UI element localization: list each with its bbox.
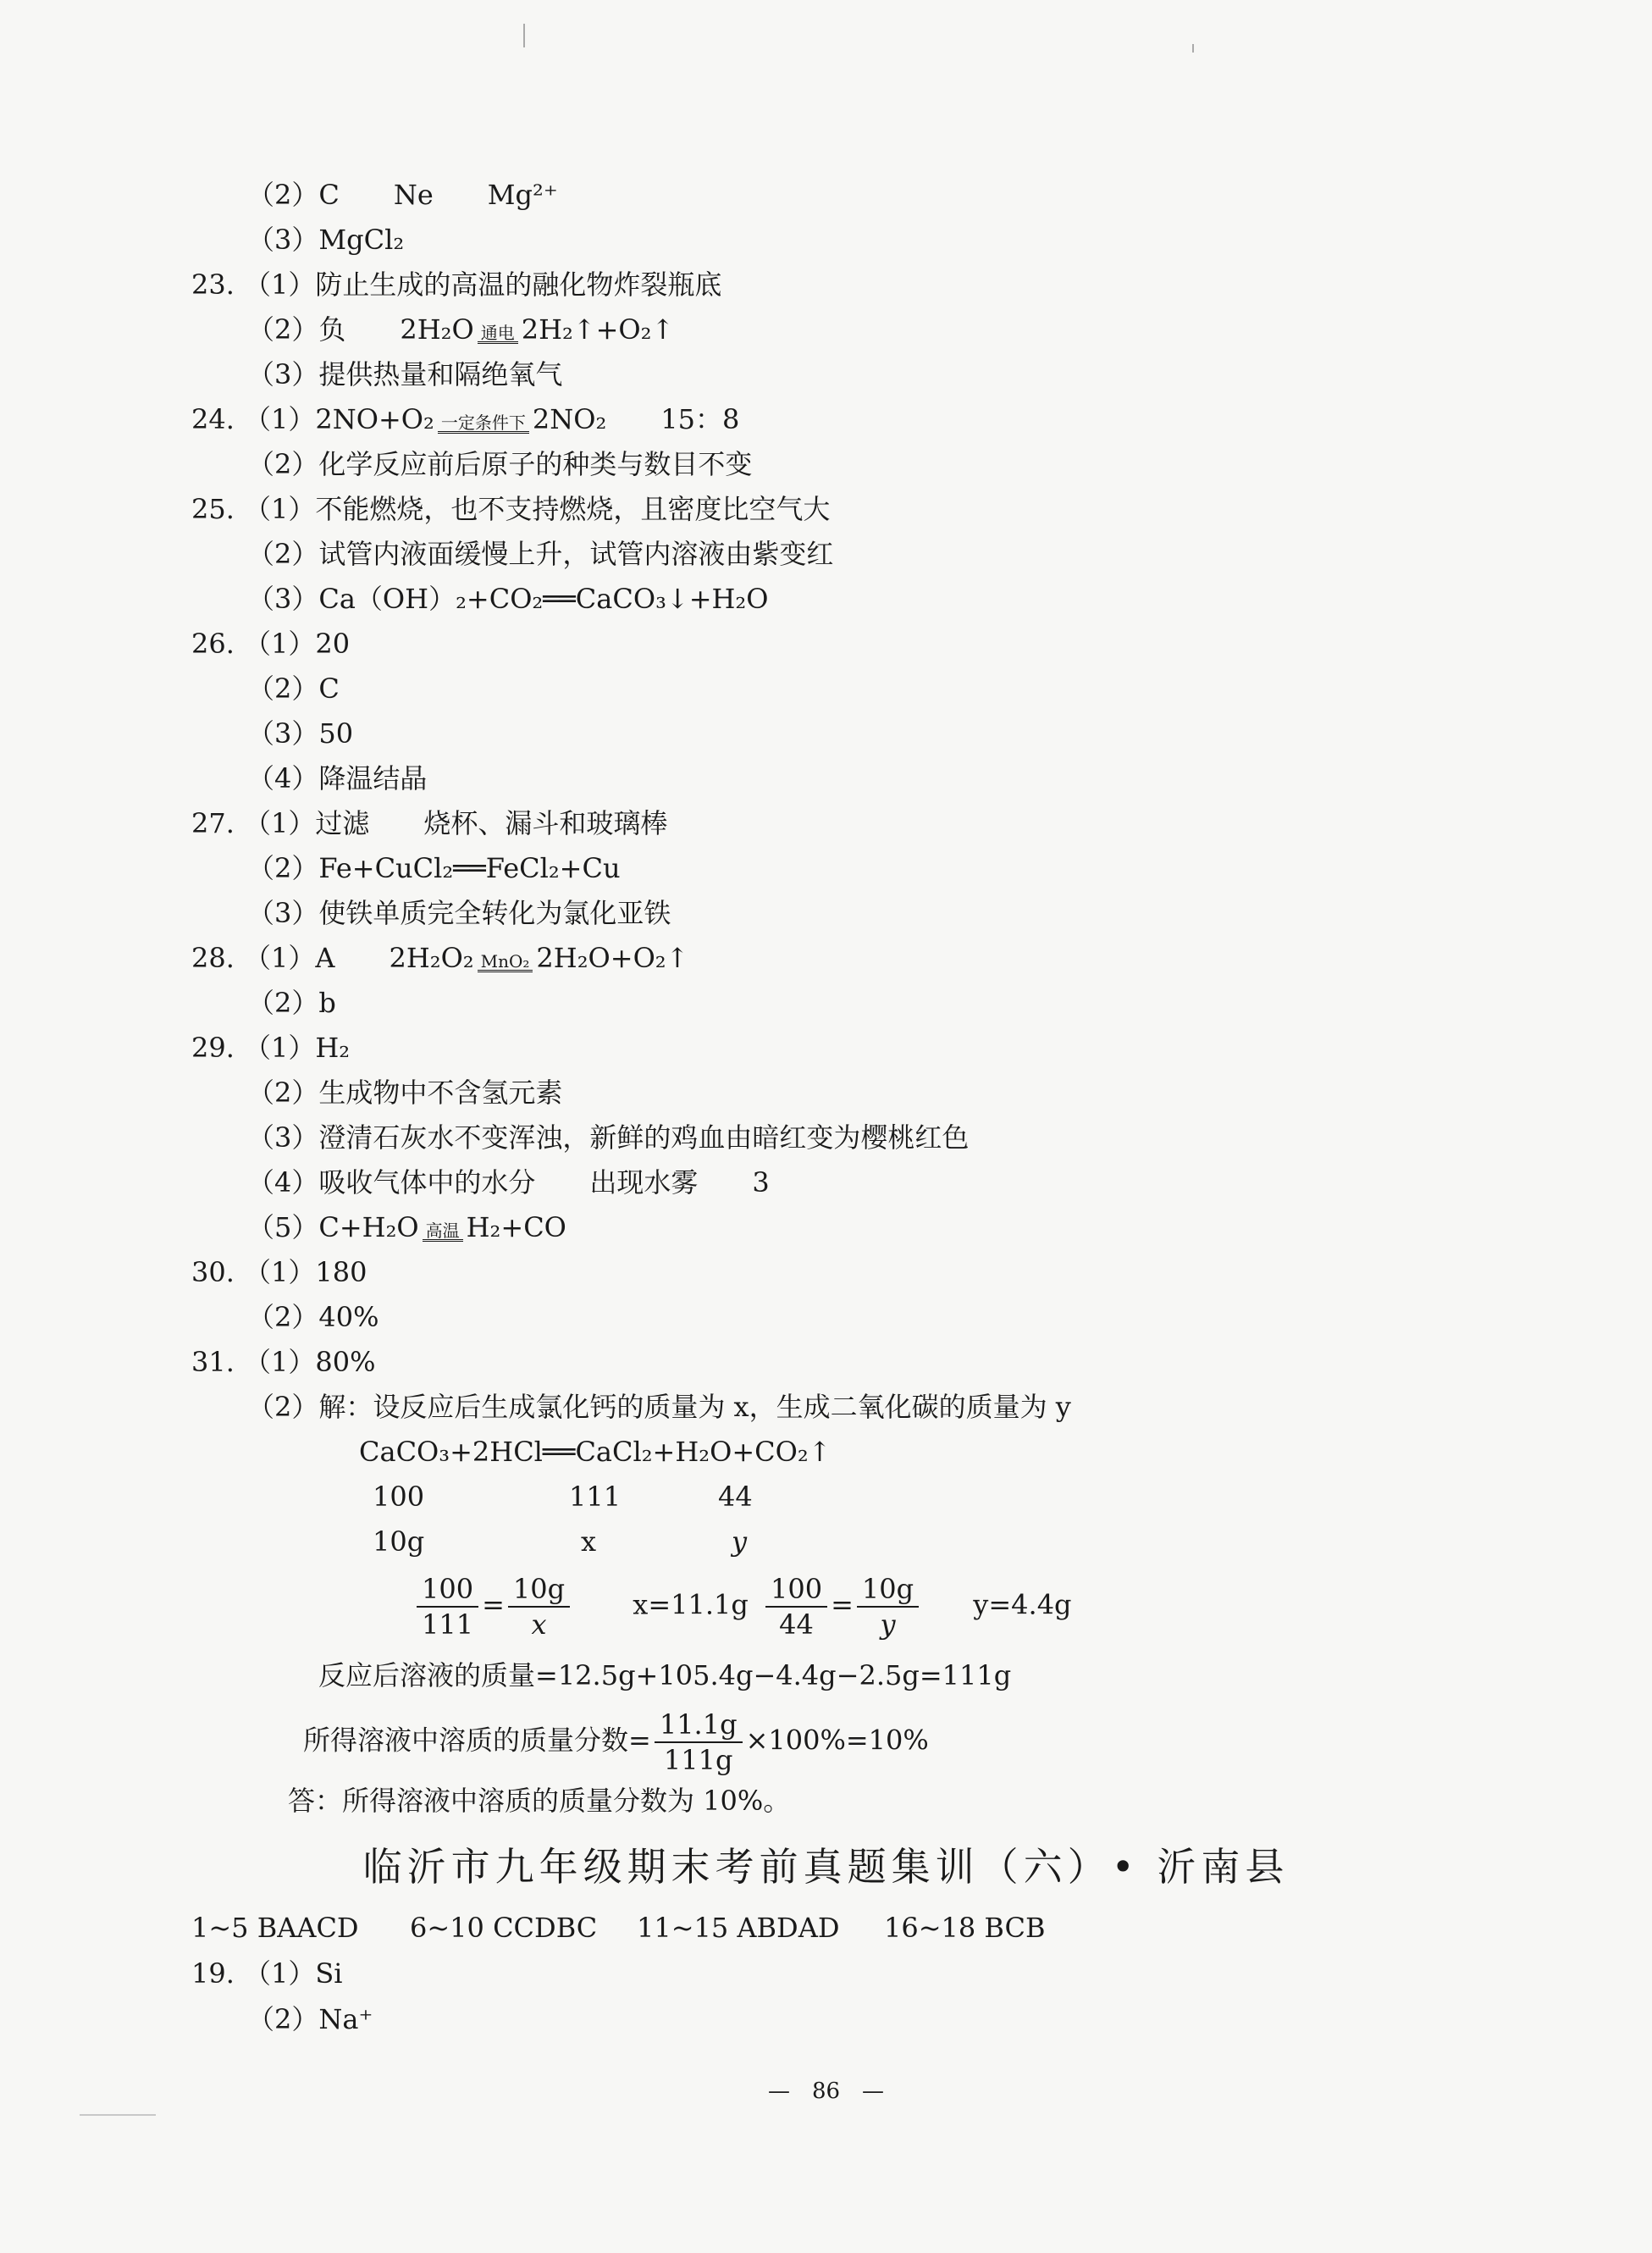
answer-line: （3）澄清石灰水不变浑浊，新鲜的鸡血由暗红变为樱桃红色 xyxy=(247,1121,970,1154)
choice-answers-3: 11~15 ABDAD xyxy=(637,1912,840,1944)
question-number: 19. xyxy=(191,1957,235,1990)
answer-line: （2）Fe+CuCl₂══FeCl₂+Cu xyxy=(247,852,621,884)
result-x: x=11.1g xyxy=(633,1588,749,1621)
given-mass: 10g xyxy=(373,1525,425,1558)
section-title: 临沂市九年级期末考前真题集训（六）• 沂南县 xyxy=(362,1844,1290,1890)
answer-text: （1）20 xyxy=(244,628,351,660)
condition-label: 通电 xyxy=(478,324,518,344)
question-number: 29. xyxy=(191,1032,235,1064)
answer-text: （1）H₂ xyxy=(244,1032,351,1064)
fraction: $\frac{100}{44}$ xyxy=(765,1572,827,1641)
chemical-equation: CaCO₃+2HCl══CaCl₂+H₂O+CO₂↑ xyxy=(359,1436,832,1468)
molar-mass: 44 xyxy=(718,1481,753,1513)
fraction: $\frac{100}{111}$ xyxy=(417,1572,478,1641)
equation-right: 2NO₂ 15：8 xyxy=(532,403,740,435)
answer-line xyxy=(247,313,674,346)
answer-text: （1）过滤 烧杯、漏斗和玻璃棒 xyxy=(244,807,668,839)
answer-line: （3）MgCl₂ xyxy=(247,224,405,256)
question-30 xyxy=(191,1255,367,1289)
reaction-condition xyxy=(474,324,522,344)
mass-fraction: 所得溶液中溶质的质量分数= $\frac{11.1g}{111g}$ ×100%=10% xyxy=(303,1708,929,1776)
question-29 xyxy=(191,1031,350,1065)
solution-mass: 反应后溶液的质量=12.5g+105.4g−4.4g−2.5g=111g xyxy=(318,1659,1012,1691)
equation-left: （1）A 2H₂O₂ xyxy=(244,942,474,974)
answer-line: （2）生成物中不含氢元素 xyxy=(247,1077,563,1109)
question-27 xyxy=(191,806,667,840)
question-23 xyxy=(191,268,721,302)
choice-answers-4: 16~18 BCB xyxy=(884,1912,1046,1944)
answer-line: （4）吸收气体中的水分 出现水雾 3 xyxy=(247,1166,770,1198)
result-y: y=4.4g xyxy=(973,1588,1072,1621)
reaction-condition xyxy=(434,414,533,434)
equation-right: 2H₂↑+O₂↑ xyxy=(521,313,675,346)
answer-line: （2）化学反应前后原子的种类与数目不变 xyxy=(247,448,753,480)
question-number: 30. xyxy=(191,1256,235,1288)
proportion-y: $\frac{100}{44}$ = $\frac{10g}{y}$ y=4.4g xyxy=(762,1572,1072,1641)
equation-right: 2H₂O+O₂↑ xyxy=(536,942,689,974)
question-25 xyxy=(191,492,830,526)
question-number: 27. xyxy=(191,807,235,839)
fraction: $\frac{10g}{y}$ xyxy=(857,1572,919,1641)
answer-line: （2）解：设反应后生成氯化钙的质量为 x，生成二氧化碳的质量为 y xyxy=(247,1391,1071,1423)
question-number: 28. xyxy=(191,942,235,974)
answer-line xyxy=(247,1210,566,1244)
answer-line: （2）C xyxy=(247,673,340,705)
answer-line: （2）试管内液面缓慢上升，试管内溶液由紫变红 xyxy=(247,538,834,570)
equation-left: （5）C+H₂O xyxy=(247,1211,419,1243)
answer-line: （3）提供热量和隔绝氧气 xyxy=(247,358,563,390)
answer-line: （2）40% xyxy=(247,1301,379,1333)
question-31 xyxy=(191,1345,376,1379)
choice-answers-2: 6~10 CCDBC xyxy=(410,1912,598,1944)
question-28 xyxy=(191,941,688,975)
fraction: $\frac{11.1g}{111g}$ xyxy=(655,1708,743,1777)
question-number: 25. xyxy=(191,493,235,525)
answer-line: （4）降温结晶 xyxy=(247,762,428,794)
equation-right: H₂+CO xyxy=(466,1211,566,1243)
question-number: 23. xyxy=(191,268,235,301)
unknown-x: x xyxy=(581,1525,597,1558)
question-number: 31. xyxy=(191,1346,235,1378)
reaction-condition xyxy=(474,953,537,972)
fraction: $\frac{10g}{x}$ xyxy=(508,1572,570,1641)
scan-mark xyxy=(1192,44,1194,53)
molar-mass: 100 xyxy=(373,1481,425,1513)
question-19 xyxy=(191,1957,343,1990)
answer-line: （2）Na⁺ xyxy=(247,2003,373,2035)
reaction-condition xyxy=(419,1222,467,1242)
condition-label: 高温 xyxy=(423,1222,463,1242)
answer-text: （1）180 xyxy=(244,1256,367,1288)
question-number: 26. xyxy=(191,628,235,660)
equation-left: （2）负 2H₂O xyxy=(247,313,474,346)
unknown-y: y xyxy=(732,1525,748,1558)
page-number: — 86 — xyxy=(767,2079,885,2104)
answer-line: （3）Ca（OH）₂+CO₂══CaCO₃↓+H₂O xyxy=(247,583,769,615)
answer-line: （3）50 xyxy=(247,717,354,750)
answer-line: （3）使铁单质完全转化为氯化亚铁 xyxy=(247,897,671,929)
scan-mark xyxy=(523,24,525,47)
equation-left: （1）2NO+O₂ xyxy=(244,403,434,435)
answer-text: （1）防止生成的高温的融化物炸裂瓶底 xyxy=(244,268,722,301)
question-24 xyxy=(191,402,739,436)
condition-label: 一定条件下 xyxy=(438,414,529,434)
question-number: 24. xyxy=(191,403,235,435)
question-26 xyxy=(191,627,350,661)
answer-line: （2）b xyxy=(247,987,336,1019)
final-answer: 答：所得溶液中溶质的质量分数为 10%。 xyxy=(288,1785,791,1817)
choice-answers-1: 1~5 BAACD xyxy=(191,1912,359,1944)
answer-text: （1）80% xyxy=(244,1346,376,1378)
answer-text: （1）不能燃烧，也不支持燃烧，且密度比空气大 xyxy=(244,493,831,525)
condition-label: MnO₂ xyxy=(478,953,533,972)
molar-mass: 111 xyxy=(569,1481,622,1513)
proportion-x: $\frac{100}{111}$ = $\frac{10g}{x}$ x=11.1g xyxy=(413,1572,749,1641)
answer-line: （2）C Ne Mg²⁺ xyxy=(247,179,558,211)
scan-mark xyxy=(80,2114,156,2116)
answer-text: （1）Si xyxy=(244,1957,343,1990)
